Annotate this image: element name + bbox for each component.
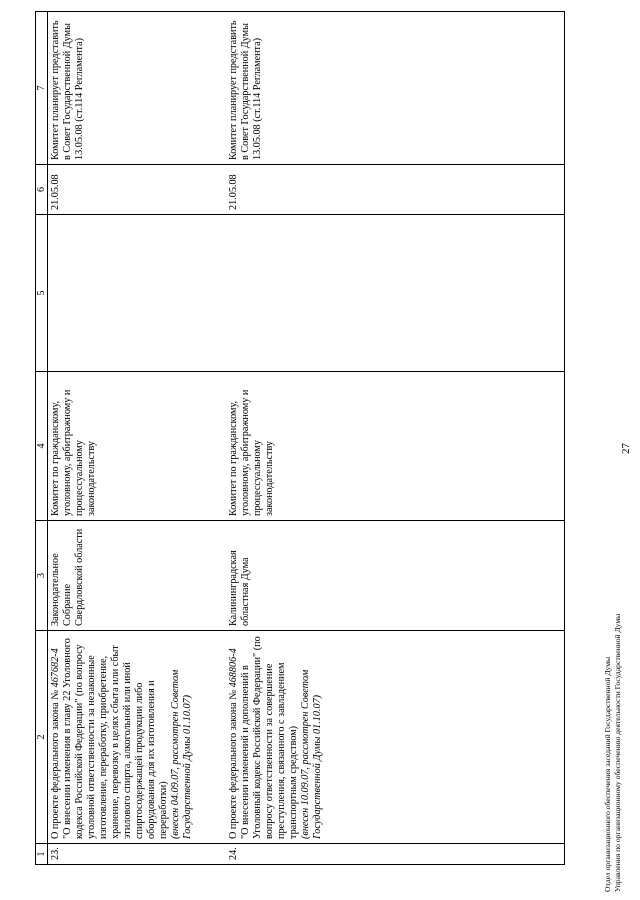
bill-note: (внесен 10.09.07, рассмотрен Советом Государственной Думы 01.10.07): [300, 669, 324, 839]
column-header: 2: [36, 631, 48, 844]
table-row: [226, 12, 564, 865]
initiator: Законодательное Собрание Свердловской области: [48, 521, 227, 631]
row-number: 23.: [48, 844, 227, 865]
page-number: 27: [620, 443, 632, 454]
column-header: 4: [36, 372, 48, 521]
bills-table: [35, 11, 565, 865]
footer: [603, 614, 622, 892]
row-number: 24.: [226, 844, 564, 865]
bill-title-lead: О проекте федерального закона №: [50, 687, 62, 839]
status-cell: Комитет планирует представить в Совет Государственной Думы 13.05.08 (ст.114 Регламента): [48, 12, 227, 165]
committee: Комитет по гражданскому, уголовному, арбитражному и процессуальному законодательству: [48, 372, 227, 521]
column-header: 5: [36, 215, 48, 372]
column-header: 7: [36, 12, 48, 165]
date-cell: 21.05.08: [226, 165, 564, 215]
column-5-cell: [48, 215, 227, 372]
table-header-row: [36, 12, 48, 865]
bill-description: [226, 631, 564, 844]
status-cell: Комитет планирует представить в Совет Государственной Думы 13.05.08 (ст.114 Регламента): [226, 12, 564, 165]
bill-description: [48, 631, 227, 844]
bill-title: "О внесении изменения в главу 22 Уголовного кодекса Российской Федерации" (по вопросу уголовной ответственности за незаконные изготовление, переработку, приобретение, хранение, перевозку в целях сбыта или сбыт этилового спирта, алкогольной или иной спиртосодержащей продукции либо оборудования для их изготовления и переработки): [62, 638, 170, 839]
column-header: 3: [36, 521, 48, 631]
date-cell: 21.05.08: [48, 165, 227, 215]
footer-line: Отдел организационного обеспечения заседаний Государственной Думы: [603, 656, 612, 892]
bill-note: (внесен 04.09.07, рассмотрен Советом Государственной Думы 01.10.07): [170, 669, 194, 839]
bill-number: 467682-4: [50, 648, 62, 688]
initiator: Калининградская областная Дума: [226, 521, 564, 631]
footer-line: Управления по организационному обеспечению деятельности Государственной Думы: [612, 613, 622, 892]
bill-title-lead: О проекте федерального закона №: [228, 687, 240, 839]
table-row: [48, 12, 227, 865]
bill-title: "О внесении изменений и дополнений в Уголовный кодекс Российской Федерации" (по вопросу ответственности за совершение преступления, связанного с завладением транспортным средством): [240, 636, 300, 839]
bill-number: 468806-4: [228, 648, 240, 688]
column-header: 6: [36, 165, 48, 215]
column-header: 1: [36, 844, 48, 865]
column-5-cell: [226, 215, 564, 372]
committee: Комитет по гражданскому, уголовному, арбитражному и процессуальному законодательству: [226, 372, 564, 521]
